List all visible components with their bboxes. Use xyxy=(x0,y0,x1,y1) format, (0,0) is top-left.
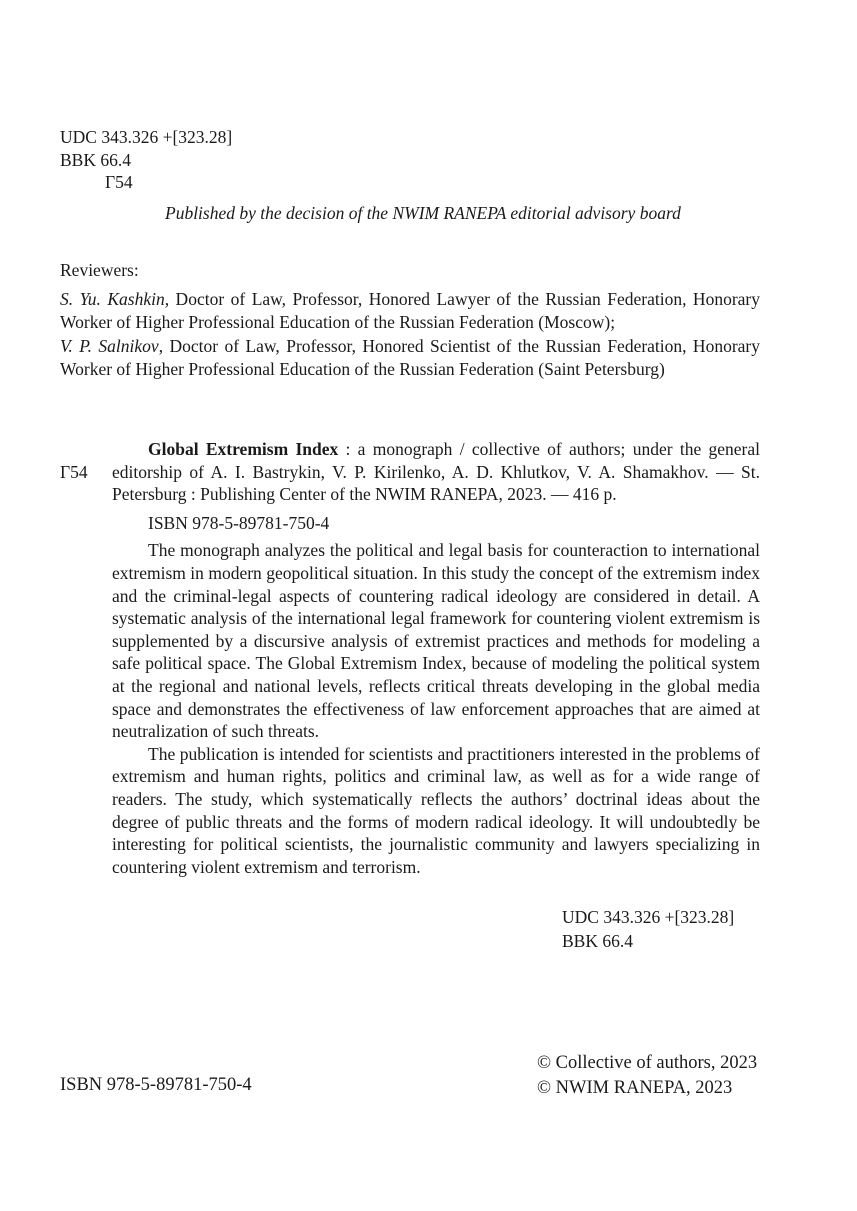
reviewer-name: S. Yu. Kashkin xyxy=(60,289,165,309)
footer-isbn: ISBN 978-5-89781-750-4 xyxy=(60,1075,252,1095)
reviewer-details: , Doctor of Law, Professor, Honored Scientist of the Russian Federation, Honorary Worker of Higher Professional Education of the Russian Federation (Saint Petersburg) xyxy=(60,336,760,379)
published-by-note: Published by the decision of the NWIM RANEPA editorial advisory board xyxy=(165,203,681,223)
reviewer-name: V. P. Salnikov xyxy=(60,336,159,357)
reviewer-entry xyxy=(60,335,760,380)
abstract-paragraph: The publication is intended for scientists and practitioners interested in the problems of extremism and human rights, politics and criminal law, as well as for a wide range of readers. The study, which systematically reflects the authors’ doctrinal ideas about the degree of public threats and the forms of modern radical ideology. It will undoubtedly be interesting for political scientists, the journalistic community and lawyers specializing in countering violent extremism and terrorism. xyxy=(112,743,760,877)
catalog-bbk: BBK 66.4 xyxy=(562,930,633,951)
reviewer-details: , Doctor of Law, Professor, Honored Lawyer of the Russian Federation, Honorary Worker of Higher Professional Education of the Russian Federation (Moscow); xyxy=(60,289,760,332)
catalog-entry xyxy=(112,438,760,878)
reviewer-entry xyxy=(60,288,760,333)
author-mark: Г54 xyxy=(105,172,133,193)
classification-codes xyxy=(60,126,232,194)
abstract-paragraph: The monograph analyzes the political and legal basis for counteraction to international extremism in modern geopolitical situation. In this study the concept of the extremism index and the criminal-legal aspects of countering radical ideology are considered in detail. A systematic analysis of the international legal framework for countering violent extremism is supplemented by a discursive analysis of extremist practices and methods for modeling a safe political space. The Global Extremism Index, because of modeling the political system at the regional and national levels, reflects critical threats developing in the global media space and demonstrates the effectiveness of law enforcement approaches that are aimed at neutralization of such threats. xyxy=(112,540,760,742)
copyright-ranepa: © NWIM RANEPA, 2023 xyxy=(537,1078,733,1098)
copyright-block xyxy=(537,1051,757,1101)
catalog-isbn: ISBN 978-5-89781-750-4 xyxy=(148,512,330,533)
catalog-codes xyxy=(562,906,734,952)
book-title: Global Extremism Index xyxy=(148,439,339,459)
book-description: : a monograph / collective of authors; under the general editorship of A. I. Bastrykin, V. P. Kirilenko, A. D. Khlutkov, V. A. Shamakhov. — St. Petersburg : Publishing Center of the NWIM RANEPA, 2023. — 416 p. xyxy=(112,439,760,505)
reviewers-list xyxy=(60,288,760,380)
bbk-code: BBK 66.4 xyxy=(60,149,131,170)
udc-code: UDC 343.326 +[323.28] xyxy=(60,127,233,147)
bibliographic-description xyxy=(112,438,760,506)
catalog-udc: UDC 343.326 +[323.28] xyxy=(562,907,735,927)
copyright-authors: © Collective of authors, 2023 xyxy=(537,1053,758,1073)
catalog-author-mark: Г54 xyxy=(60,462,88,482)
reviewers-heading: Reviewers: xyxy=(60,260,139,280)
